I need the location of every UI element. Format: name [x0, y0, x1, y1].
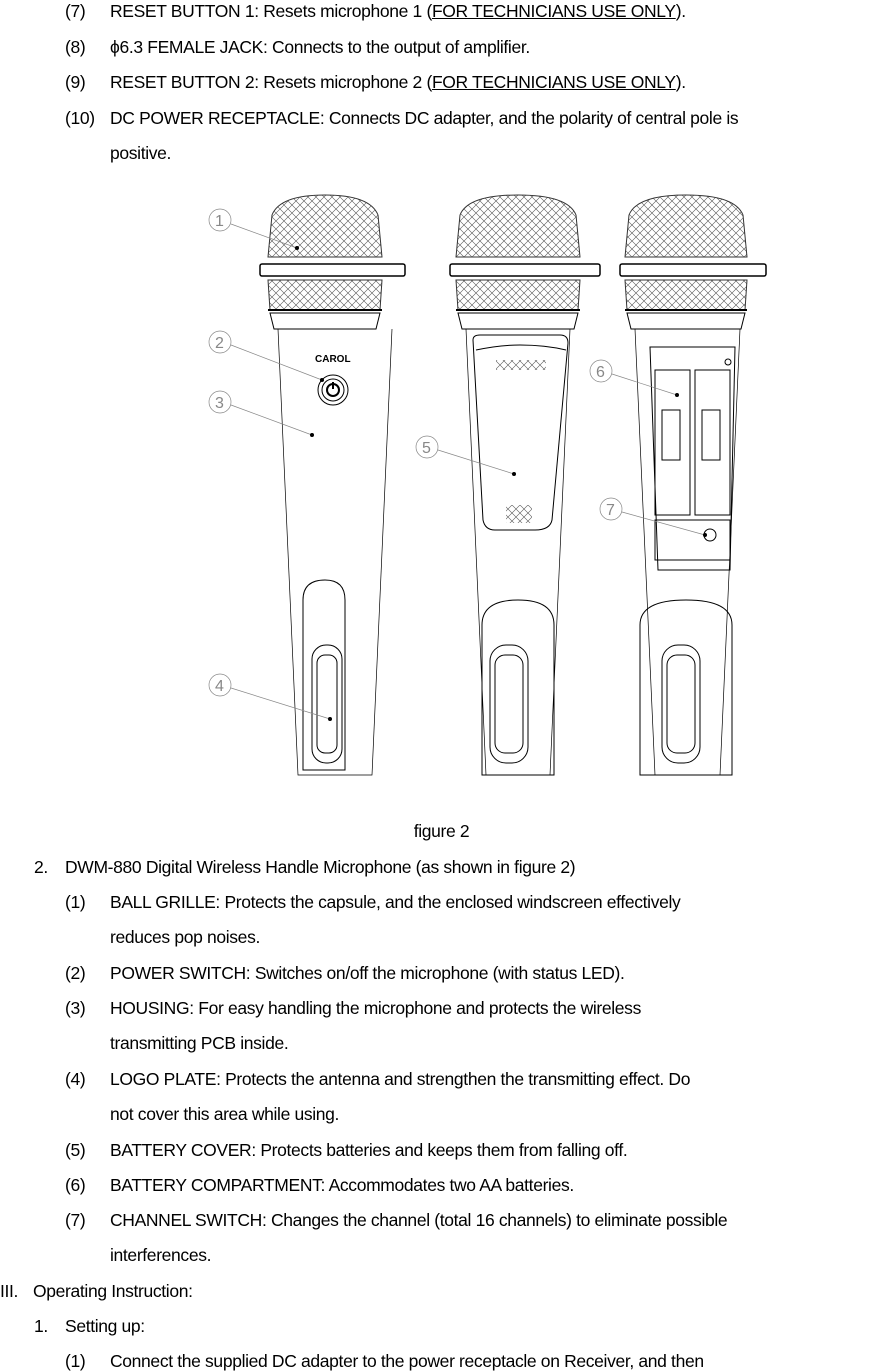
item-text: BATTERY COVER: Protects batteries and keeps them from falling off. [110, 1140, 628, 1160]
item-text: ϕ6.3 FEMALE JACK: Connects to the output of amplifier. [110, 37, 530, 57]
item-text-end: ). [675, 1, 686, 21]
svg-text:4: 4 [215, 678, 224, 695]
technicians-note: FOR TECHNICIANS USE ONLY [431, 1, 676, 21]
item-marker: (7) [65, 1, 86, 21]
item-marker: (3) [65, 998, 86, 1018]
item-text: DC POWER RECEPTACLE: Connects DC adapter, and the polarity of central pole is [110, 108, 739, 128]
item-4-cont: not cover this area while using. [110, 1104, 340, 1124]
callout-4 [209, 674, 332, 721]
mic-battery-view [620, 195, 766, 775]
callout-2 [209, 331, 324, 382]
item-marker: (5) [65, 1140, 86, 1160]
svg-text:3: 3 [215, 395, 224, 412]
svg-text:7: 7 [606, 502, 615, 519]
section-title: Operating Instruction: [33, 1281, 193, 1301]
item-text: HOUSING: For easy handling the microphone and protects the wireless [110, 998, 641, 1018]
item-marker: (7) [65, 1210, 86, 1230]
svg-text:1: 1 [215, 213, 224, 230]
svg-text:6: 6 [596, 364, 605, 381]
item-text: Connect the supplied DC adapter to the power receptacle on Receiver, and then [110, 1351, 704, 1371]
item-text: POWER SWITCH: Switches on/off the microphone (with status LED). [110, 963, 625, 983]
item-marker: (2) [65, 963, 86, 983]
subsection-title: Setting up: [65, 1316, 145, 1336]
item-text: RESET BUTTON 1: Resets microphone 1 ( [110, 1, 432, 21]
svg-text:5: 5 [422, 440, 431, 457]
figure-caption: figure 2 [413, 821, 470, 841]
callout-7 [600, 498, 707, 537]
item-1-cont: reduces pop noises. [110, 927, 260, 947]
callout-5 [416, 436, 516, 476]
item-marker: (8) [65, 37, 86, 57]
item-marker: (1) [65, 1351, 86, 1371]
item-text-end: ). [675, 72, 686, 92]
item-marker: (4) [65, 1069, 86, 1089]
item-marker: (1) [65, 892, 86, 912]
subsection-marker: 1. [34, 1316, 48, 1336]
item-text: BATTERY COMPARTMENT: Accommodates two AA batteries. [110, 1175, 574, 1195]
item-marker: (10) [65, 108, 95, 128]
section-marker: 2. [34, 857, 48, 877]
item-marker: (6) [65, 1175, 86, 1195]
item-text: BALL GRILLE: Protects the capsule, and the enclosed windscreen effectively [110, 892, 681, 912]
item-text: RESET BUTTON 2: Resets microphone 2 ( [110, 72, 432, 92]
item-3-cont: transmitting PCB inside. [110, 1033, 289, 1053]
mic-front-view [260, 195, 405, 775]
svg-text:2: 2 [215, 335, 224, 352]
item-marker: (9) [65, 72, 86, 92]
item-text: CHANNEL SWITCH: Changes the channel (total 16 channels) to eliminate possible [110, 1210, 728, 1230]
item-7-cont: interferences. [110, 1245, 212, 1265]
item-text: LOGO PLATE: Protects the antenna and strengthen the transmitting effect. Do [110, 1069, 691, 1089]
mic-back-view [450, 195, 600, 775]
microphone-figure [200, 185, 800, 785]
svg-text:CAROL: CAROL [315, 354, 351, 365]
section-marker: III. [0, 1281, 19, 1301]
receiver-item-10-cont: positive. [110, 143, 172, 163]
callout-3 [209, 391, 314, 437]
technicians-note: FOR TECHNICIANS USE ONLY [431, 72, 676, 92]
section-title: DWM-880 Digital Wireless Handle Microphone (as shown in figure 2) [65, 857, 576, 877]
callout-6 [590, 360, 679, 397]
